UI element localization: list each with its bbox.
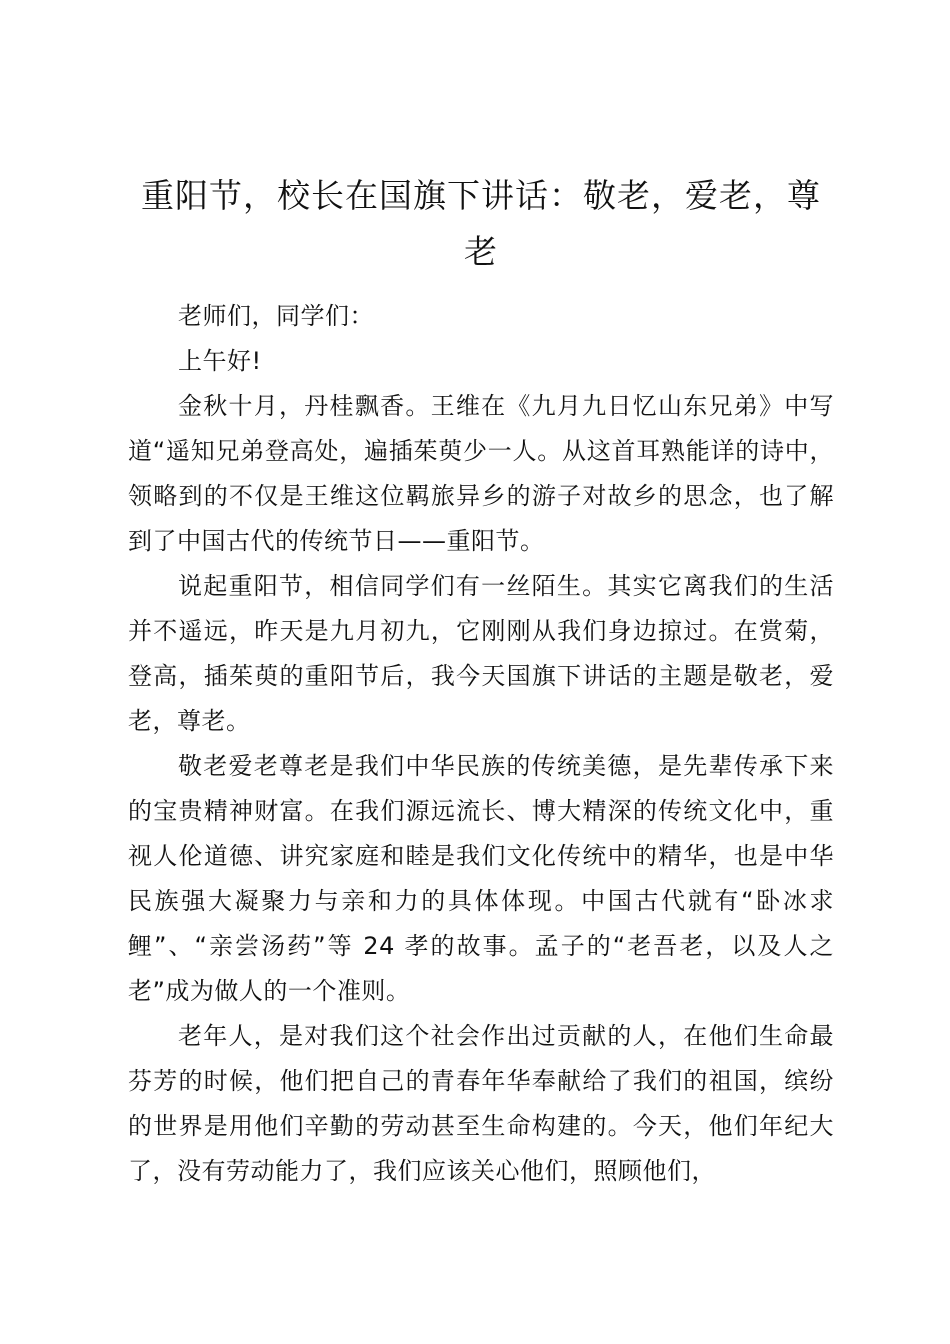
document-page [128,168,834,1194]
paragraph-elderly: 老年人，是对我们这个社会作出过贡献的人，在他们生命最芬芳的时候，他们把自己的青春年华奉献给了我们的祖国，缤纷的世界是用他们辛勤的劳动甚至生命构建的。今天，他们年纪大了，没有劳动能力了，我们应该关心他们，照顾他们， [128,1022,834,1185]
document-title: 重阳节，校长在国旗下讲话：敬老，爱老，尊老 [141,176,821,271]
paragraph-good-morning: 上午好! [178,347,262,375]
paragraph-wang-wei-poem: 金秋十月，丹桂飘香。王维在《九月九日忆山东兄弟》中写道“遥知兄弟登高处，遍插茱萸少一人。从这首耳熟能详的诗中，领略到的不仅是王维这位羁旅异乡的游子对故乡的思念，也了解到了中国古代的传统节日——重阳节。 [128,392,834,555]
paragraph-tradition: 敬老爱老尊老是我们中华民族的传统美德，是先辈传承下来的宝贵精神财富。在我们源远流长、博大精深的传统文化中，重视人伦道德、讲究家庭和睦是我们文化传统中的精华，也是中华民族强大凝聚力与亲和力的具体体现。中国古代就有“卧冰求鲤”、“亲尝汤药”等 24 孝的故事。孟子的“老吾老，以及人之老”成为做人的一个准则。 [128,752,834,1005]
paragraph-greeting: 老师们，同学们： [178,302,374,330]
paragraph-double-ninth: 说起重阳节，相信同学们有一丝陌生。其实它离我们的生活并不遥远，昨天是九月初九，它刚刚从我们身边掠过。在赏菊，登高，插茱萸的重阳节后，我今天国旗下讲话的主题是敬老，爱老，尊老。 [128,572,834,735]
